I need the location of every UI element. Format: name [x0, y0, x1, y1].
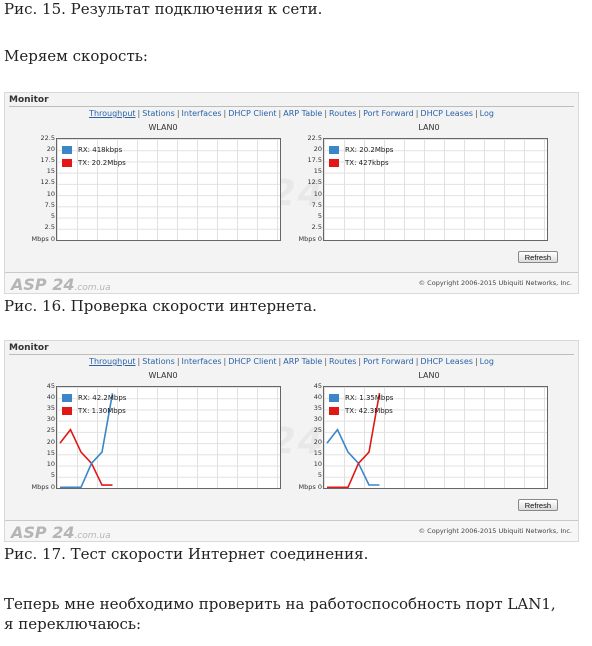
nav-separator: |	[324, 109, 328, 118]
nav-link-interfaces[interactable]: Interfaces	[181, 357, 222, 366]
y-tick-label: 35	[46, 403, 55, 412]
legend-swatch	[329, 159, 339, 167]
nav-separator: |	[223, 109, 227, 118]
legend-label: TX	[78, 159, 88, 167]
throughput-plot	[56, 138, 281, 241]
nav-link-throughput[interactable]: Throughput	[89, 357, 136, 366]
refresh-button[interactable]: Refresh	[518, 499, 558, 511]
monitor-screenshot-17	[4, 340, 579, 542]
y-tick-label: 40	[46, 392, 55, 401]
interface-label: LAN0	[418, 371, 440, 380]
logo-text: ASP 24	[11, 523, 75, 542]
legend-text: TX: 1.30Mbps	[78, 407, 126, 415]
legend-label: RX	[345, 146, 355, 154]
chart-legend	[62, 145, 142, 171]
nav-link-dhcp-leases[interactable]: DHCP Leases	[420, 357, 473, 366]
throughput-plot	[323, 386, 548, 489]
nav-link-port-forward[interactable]: Port Forward	[363, 357, 414, 366]
y-tick-label: 45	[313, 381, 322, 390]
legend-value: 418kbps	[92, 146, 123, 154]
legend-value: 1.30Mbps	[91, 407, 126, 415]
monitor-nav	[5, 109, 578, 118]
y-tick-label: 7.5	[44, 200, 55, 209]
figure-16-caption: Рис. 16. Проверка скорости интернета.	[4, 297, 317, 315]
legend-text: TX: 42.3Mbps	[345, 407, 393, 415]
legend-swatch	[329, 394, 339, 402]
nav-link-log[interactable]: Log	[479, 357, 494, 366]
nav-link-stations[interactable]: Stations	[142, 109, 175, 118]
chart-legend	[329, 393, 409, 419]
nav-link-dhcp-client[interactable]: DHCP Client	[228, 109, 277, 118]
legend-item-rx	[329, 393, 409, 406]
legend-label: TX	[78, 407, 88, 415]
y-tick-label: 10	[46, 189, 55, 198]
y-tick-label: 15	[46, 167, 55, 176]
monitor-title: Monitor	[9, 95, 49, 105]
legend-value: 1.35Mbps	[359, 394, 394, 402]
y-tick-label: Mbps 0	[31, 482, 55, 491]
site-logo	[11, 275, 111, 294]
refresh-button[interactable]: Refresh	[518, 251, 558, 263]
legend-label: RX	[78, 394, 88, 402]
y-tick-label: 45	[46, 381, 55, 390]
nav-separator: |	[176, 109, 180, 118]
y-tick-label: 10	[46, 460, 55, 469]
legend-label: TX	[345, 407, 355, 415]
legend-text: TX: 20.2Mbps	[78, 159, 126, 167]
y-tick-label: 5	[50, 212, 55, 221]
legend-swatch	[62, 407, 72, 415]
y-tick-label: 20	[46, 437, 55, 446]
title-divider	[9, 354, 574, 355]
throughput-plot	[323, 138, 548, 241]
y-tick-label: 25	[46, 426, 55, 435]
nav-link-arp-table[interactable]: ARP Table	[283, 109, 323, 118]
y-tick-label: 25	[313, 426, 322, 435]
nav-separator: |	[137, 109, 141, 118]
legend-text: RX: 42.2Mbps	[78, 394, 127, 402]
y-tick-label: 5	[317, 471, 322, 480]
y-tick-label: 40	[313, 392, 322, 401]
y-tick-label: 30	[46, 415, 55, 424]
legend-item-rx	[329, 145, 409, 158]
y-tick-label: 15	[313, 167, 322, 176]
legend-swatch	[62, 159, 72, 167]
interface-label: WLAN0	[148, 371, 178, 380]
interface-label: WLAN0	[148, 123, 178, 132]
legend-label: TX	[345, 159, 355, 167]
legend-item-rx	[62, 393, 142, 406]
nav-link-port-forward[interactable]: Port Forward	[363, 109, 414, 118]
nav-separator: |	[278, 109, 282, 118]
nav-separator: |	[415, 357, 419, 366]
nav-link-dhcp-client[interactable]: DHCP Client	[228, 357, 277, 366]
legend-item-tx	[329, 406, 409, 419]
legend-text: RX: 1.35Mbps	[345, 394, 394, 402]
y-tick-label: Mbps 0	[298, 234, 322, 243]
nav-separator: |	[358, 109, 362, 118]
nav-separator: |	[137, 357, 141, 366]
nav-link-interfaces[interactable]: Interfaces	[181, 109, 222, 118]
y-tick-label: 12.5	[307, 178, 322, 187]
y-tick-label: Mbps 0	[298, 482, 322, 491]
legend-label: RX	[78, 146, 88, 154]
nav-separator: |	[358, 357, 362, 366]
copyright-text: © Copyright 2006-2015 Ubiquiti Networks, Inc.	[418, 527, 572, 535]
nav-link-routes[interactable]: Routes	[329, 357, 357, 366]
y-tick-label: Mbps 0	[31, 234, 55, 243]
nav-link-throughput[interactable]: Throughput	[89, 109, 136, 118]
nav-separator: |	[223, 357, 227, 366]
monitor-footer	[5, 272, 578, 293]
y-tick-label: 15	[46, 448, 55, 457]
legend-swatch	[62, 146, 72, 154]
monitor-footer	[5, 520, 578, 541]
y-tick-label: 10	[313, 460, 322, 469]
interface-label: LAN0	[418, 123, 440, 132]
monitor-screenshot-16	[4, 92, 579, 294]
legend-value: 20.2Mbps	[359, 146, 394, 154]
nav-link-arp-table[interactable]: ARP Table	[283, 357, 323, 366]
y-tick-label: 22.5	[307, 133, 322, 142]
logo-suffix: .com.ua	[74, 531, 111, 541]
y-tick-label: 2.5	[44, 223, 55, 232]
y-tick-label: 12.5	[40, 178, 55, 187]
logo-suffix: .com.ua	[74, 283, 111, 293]
y-tick-label: 5	[317, 212, 322, 221]
legend-swatch	[62, 394, 72, 402]
chart-legend	[62, 393, 142, 419]
y-tick-label: 5	[50, 471, 55, 480]
nav-link-log[interactable]: Log	[479, 109, 494, 118]
legend-swatch	[329, 146, 339, 154]
legend-value: 42.3Mbps	[358, 407, 393, 415]
figure-17-caption: Рис. 17. Тест скорости Интернет соединения.	[4, 545, 369, 563]
legend-item-tx	[62, 158, 142, 171]
logo-text: ASP 24	[11, 275, 75, 294]
y-tick-label: 20	[313, 437, 322, 446]
monitor-title: Monitor	[9, 343, 49, 353]
figure-15-caption: Рис. 15. Результат подключения к сети.	[4, 0, 323, 18]
legend-text: TX: 427kbps	[345, 159, 389, 167]
site-logo	[11, 523, 111, 542]
legend-item-tx	[329, 158, 409, 171]
nav-link-routes[interactable]: Routes	[329, 109, 357, 118]
legend-value: 427kbps	[358, 159, 389, 167]
y-tick-label: 17.5	[40, 155, 55, 164]
y-tick-label: 35	[313, 403, 322, 412]
legend-value: 20.2Mbps	[91, 159, 126, 167]
legend-value: 42.2Mbps	[92, 394, 127, 402]
legend-text: RX: 418kbps	[78, 146, 123, 154]
copyright-text: © Copyright 2006-2015 Ubiquiti Networks, Inc.	[418, 279, 572, 287]
legend-text: RX: 20.2Mbps	[345, 146, 394, 154]
y-tick-label: 10	[313, 189, 322, 198]
legend-item-tx	[62, 406, 142, 419]
nav-separator: |	[324, 357, 328, 366]
y-tick-label: 2.5	[311, 223, 322, 232]
legend-swatch	[329, 407, 339, 415]
outro-text: Теперь мне необходимо проверить на работоспособность порт LAN1, я переключаюсь:	[4, 595, 556, 633]
throughput-plot	[56, 386, 281, 489]
nav-separator: |	[176, 357, 180, 366]
y-tick-label: 22.5	[40, 133, 55, 142]
legend-label: RX	[345, 394, 355, 402]
y-tick-label: 17.5	[307, 155, 322, 164]
y-tick-label: 20	[46, 144, 55, 153]
y-tick-label: 15	[313, 448, 322, 457]
nav-link-dhcp-leases[interactable]: DHCP Leases	[420, 109, 473, 118]
monitor-nav	[5, 357, 578, 366]
nav-link-stations[interactable]: Stations	[142, 357, 175, 366]
nav-separator: |	[415, 109, 419, 118]
legend-item-rx	[62, 145, 142, 158]
y-tick-label: 30	[313, 415, 322, 424]
title-divider	[9, 106, 574, 107]
intro-text: Меряем скорость:	[4, 47, 148, 65]
y-tick-label: 7.5	[311, 200, 322, 209]
y-tick-label: 20	[313, 144, 322, 153]
nav-separator: |	[474, 357, 478, 366]
nav-separator: |	[474, 109, 478, 118]
nav-separator: |	[278, 357, 282, 366]
chart-legend	[329, 145, 409, 171]
